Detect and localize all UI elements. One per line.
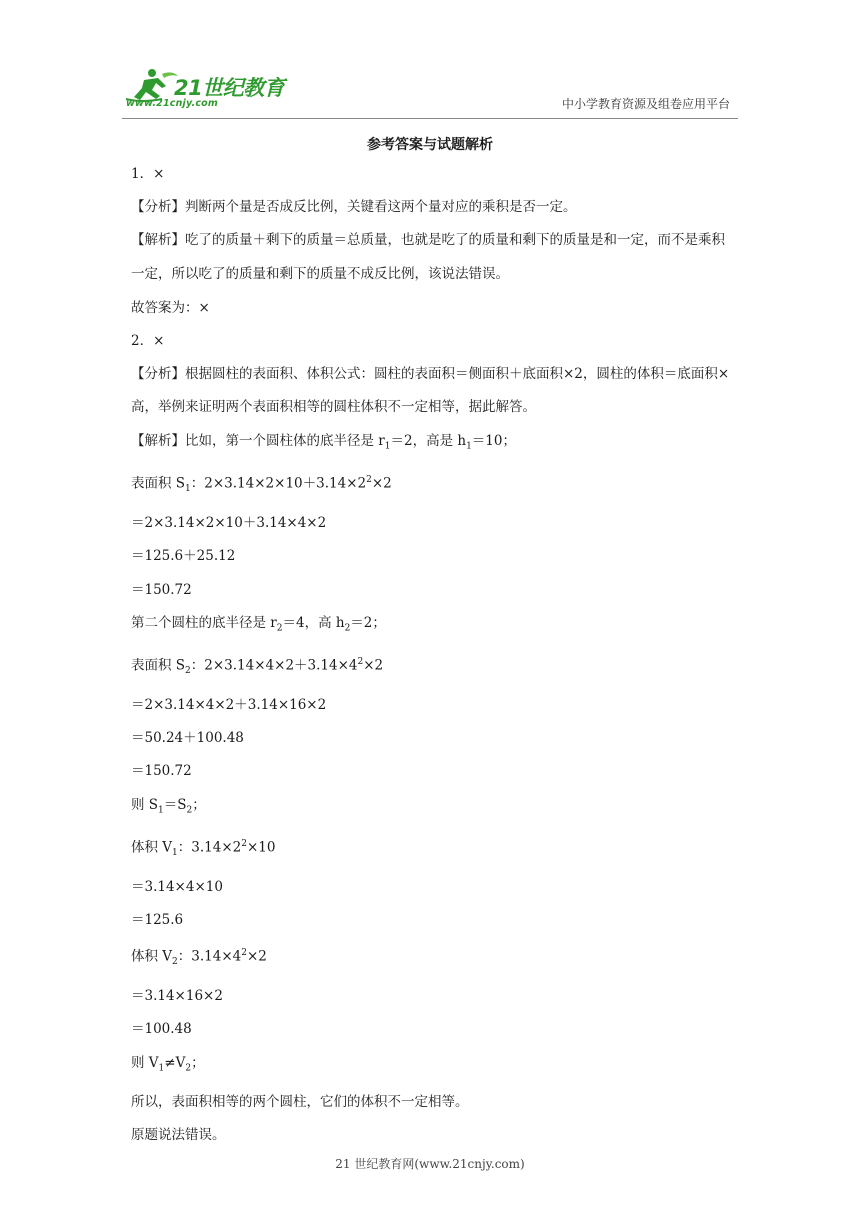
text-line: ＝50.24＋100.48: [131, 730, 244, 747]
page-footer: 21 世纪教育网(www.21cnjy.com): [335, 1157, 525, 1171]
text-line: 故答案为：×: [131, 299, 210, 316]
page-header: [0, 0, 860, 120]
logo-text: 21世纪教育: [174, 76, 285, 100]
text-line: 体积 $V_1$：$3.14\times 2^2\times 10$: [131, 838, 276, 859]
text-line: 表面积 $S_1$：$2\times 3.14\times 2\times 10+3.14\times 2^2\times 2$: [131, 475, 392, 495]
text-line: ＝2×3.14×4×2＋3.14×16×2: [131, 696, 327, 713]
text-line: ＝100.48: [131, 1021, 192, 1038]
text-line: 所以，表面积相等的两个圆柱，它们的体积不一定相等。: [131, 1093, 469, 1110]
logo-url: www.21cnjy.com: [126, 98, 218, 109]
text-line: 【解析】比如，第一个圆柱体的底半径是 $r_1=2$，高是 $h_1=10$；: [131, 433, 516, 452]
text-line: ＝125.6＋25.12: [131, 548, 236, 565]
logo: [122, 66, 292, 116]
text-line: 表面积 $S_2$：$2\times 3.14\times 4\times 2+3.14\times 4^2\times 2$: [131, 657, 384, 677]
text-line: 【分析】根据圆柱的表面积、体积公式：圆柱的表面积＝侧面积＋底面积×2，圆柱的体积＝底面积×高，举例来证明两个表面积相等的圆柱体积不一定相等，据此解答。: [131, 365, 730, 416]
text-line: ＝150.72: [131, 763, 192, 780]
answer-content: [131, 164, 735, 1159]
text-line: ＝3.14×16×2: [131, 987, 223, 1004]
text-line: 1．×: [131, 166, 165, 182]
text-line: ＝150.72: [131, 581, 192, 598]
text-line: ＝3.14×4×10: [131, 878, 223, 895]
header-divider: [122, 118, 738, 119]
text-line: 2．×: [131, 332, 165, 349]
text-line: ＝125.6: [131, 911, 184, 928]
text-line: 【解析】吃了的质量＋剩下的质量＝总质量，也就是吃了的质量和剩下的质量是和一定，而不是乘积一定，所以吃了的质量和剩下的质量不成反比例，该说法错误。: [131, 232, 725, 282]
text-line: 原题说法错误。: [131, 1127, 226, 1144]
text-line: 第二个圆柱的底半径是 $r_2=4$，高 $h_2=2$；: [131, 615, 386, 634]
text-line: 则 $S_1=S_2$；: [131, 796, 206, 816]
text-line: 【分析】判断两个量是否成反比例，关键看这两个量对应的乘积是否一定。: [131, 199, 577, 216]
text-line: 则 $V_1\ne V_2$；: [131, 1054, 205, 1074]
page-title: 参考答案与试题解析: [367, 137, 493, 153]
platform-name: 中小学教育资源及组卷应用平台: [561, 97, 730, 111]
text-line: ＝2×3.14×2×10＋3.14×4×2: [131, 514, 327, 531]
text-line: 体积 $V_2$：$3.14\times 4^2\times 2$: [131, 948, 267, 968]
